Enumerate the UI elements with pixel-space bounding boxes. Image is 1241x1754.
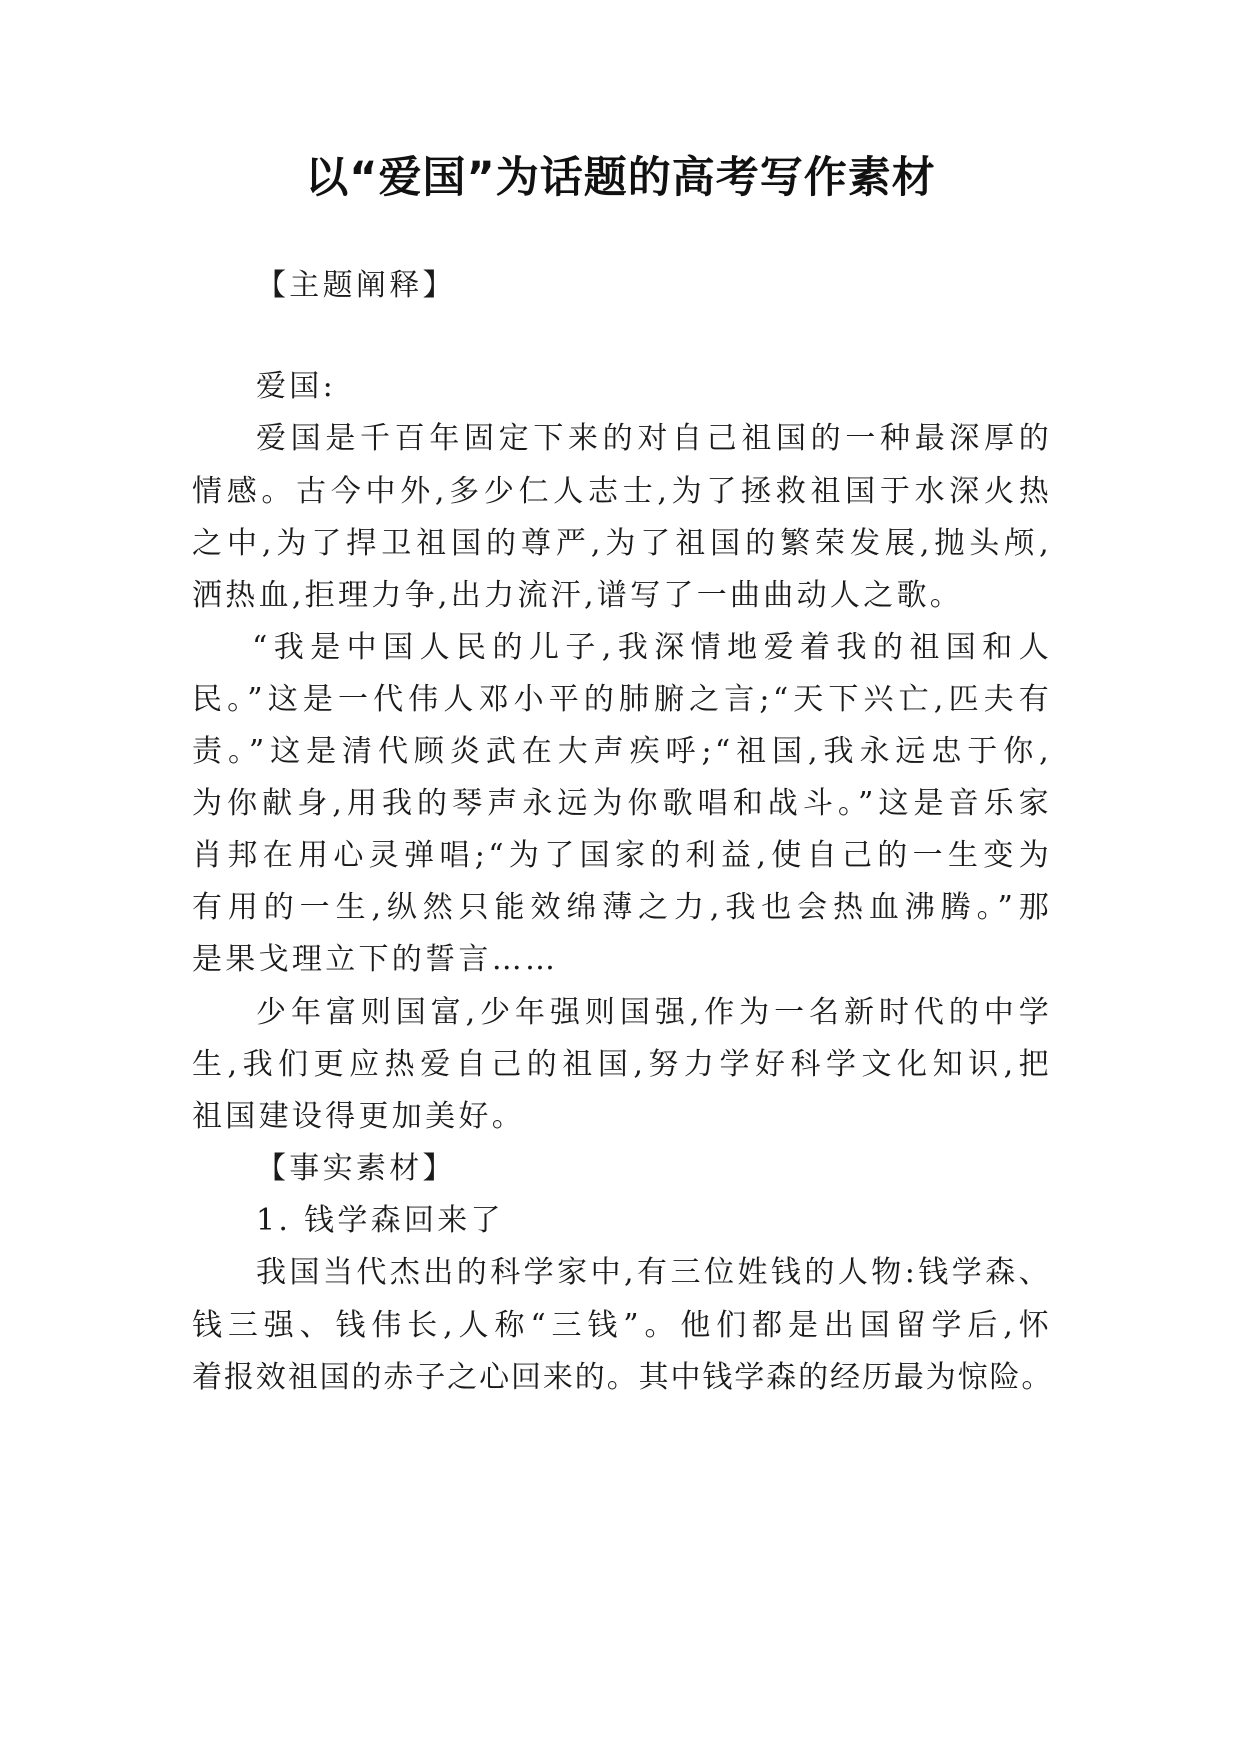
paragraph-line: 之中,为了捍卫祖国的尊严,为了祖国的繁荣发展,抛头颅, bbox=[192, 526, 1052, 561]
page-title: 以“爱国”为话题的高考写作素材 bbox=[305, 153, 936, 203]
paragraph-line: 少年富则国富,少年强则国强,作为一名新时代的中学 bbox=[256, 995, 1052, 1030]
paragraph-line: 为你献身,用我的琴声永远为你歌唱和战斗。”这是音乐家 bbox=[192, 786, 1052, 821]
section-heading-theme: 【主题阐释】 bbox=[256, 268, 456, 303]
fact-heading: 1. 钱学森回来了 bbox=[256, 1203, 504, 1238]
section-heading-facts: 【事实素材】 bbox=[256, 1151, 456, 1186]
paragraph-line: 责。”这是清代顾炎武在大声疾呼;“祖国,我永远忠于你, bbox=[192, 734, 1052, 769]
paragraph-line: 钱三强、钱伟长,人称“三钱”。他们都是出国留学后,怀 bbox=[192, 1308, 1052, 1343]
paragraph-line: 我国当代杰出的科学家中,有三位姓钱的人物:钱学森、 bbox=[256, 1255, 1052, 1290]
paragraph-line: 祖国建设得更加美好。 bbox=[192, 1099, 525, 1134]
paragraph-line: 洒热血,拒理力争,出力流汗,谱写了一曲曲动人之歌。 bbox=[192, 578, 964, 613]
paragraph-line: “我是中国人民的儿子,我深情地爱着我的祖国和人 bbox=[252, 630, 1052, 665]
paragraph-line: 肖邦在用心灵弹唱;“为了国家的利益,使自己的一生变为 bbox=[192, 838, 1052, 873]
paragraph-line: 爱国是千百年固定下来的对自己祖国的一种最深厚的 bbox=[256, 421, 1052, 456]
paragraph-line: 生,我们更应热爱自己的祖国,努力学好科学文化知识,把 bbox=[192, 1047, 1052, 1082]
theme-heading: 爱国: bbox=[256, 369, 337, 404]
paragraph-line: 情感。古今中外,多少仁人志士,为了拯救祖国于水深火热 bbox=[192, 474, 1052, 509]
paragraph-line: 民。”这是一代伟人邓小平的肺腑之言;“天下兴亡,匹夫有 bbox=[192, 682, 1052, 717]
paragraph-line: 着报效祖国的赤子之心回来的。其中钱学森的经历最为惊险。 bbox=[192, 1360, 1052, 1395]
paragraph-line: 有用的一生,纵然只能效绵薄之力,我也会热血沸腾。”那 bbox=[192, 890, 1052, 925]
paragraph-line: 是果戈理立下的誓言…… bbox=[192, 942, 559, 977]
